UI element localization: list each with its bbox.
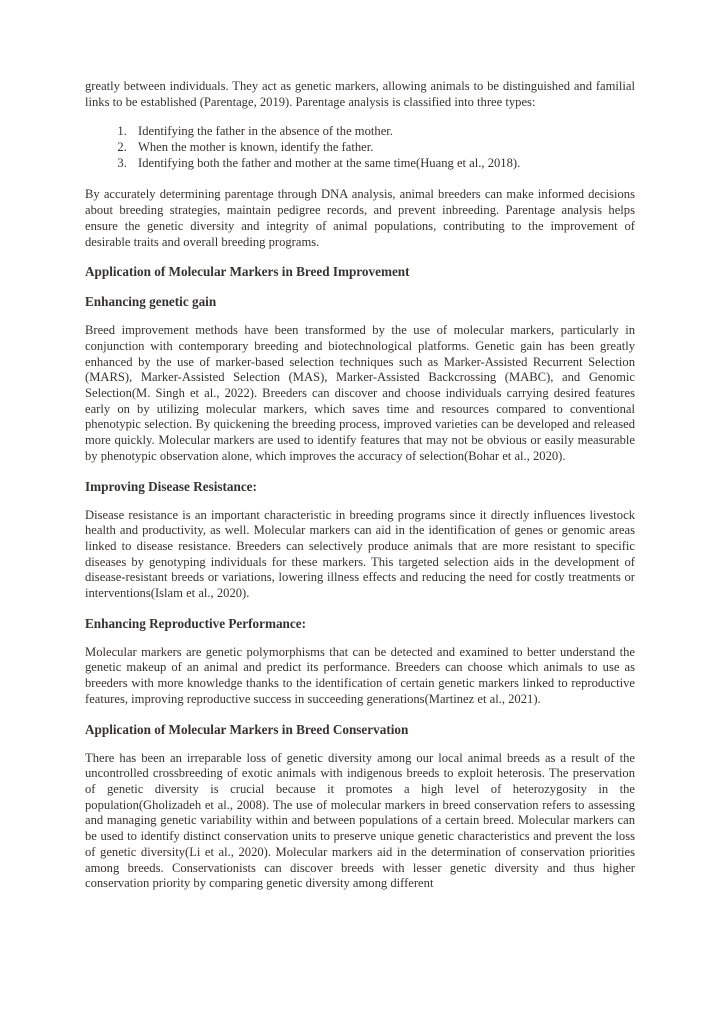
paragraph-reproductive-performance: Molecular markers are genetic polymorphisms that can be detected and examined to better understand the genetic makeup of an animal and predict its performance. Breeders can choose which animals to use as breeders with more knowledge thanks to the identification of certain genetic markers linked to reproductive features, improving reproductive success in succeeding generations(Martinez et al., 2021).	[85, 644, 635, 706]
paragraph-genetic-gain: Breed improvement methods have been transformed by the use of molecular markers, particularly in conjunction with contemporary breeding and biotechnological platforms. Genetic gain has been greatly enhanced by the use of marker-based selection techniques such as Marker-Assisted Recurrent Selection (MARS), Marker-Assisted Selection (MAS), Marker-Assisted Backcrossing (MABC), and Genomic Selection(M. Singh et al., 2022). Breeders can discover and choose individuals carrying desired features early on by utilizing molecular markers, which saves time and resources compared to conventional phenotypic selection. By quickening the breeding process, improved varieties can be developed and released more quickly. Molecular markers are used to identify features that may not be obvious or easily measurable by phenotypic observation alone, which improves the accuracy of selection(Bohar et al., 2020).	[85, 323, 635, 463]
page-content	[85, 79, 635, 905]
list-item-parentage-type-3: 3. Identifying both the father and mother at the same time(Huang et al., 2018).	[130, 155, 635, 171]
heading-improving-disease-resistance: Improving Disease Resistance:	[85, 478, 257, 494]
heading-enhancing-genetic-gain: Enhancing genetic gain	[85, 294, 217, 310]
list-item-parentage-type-1: 1. Identifying the father in the absence of the mother.	[130, 123, 635, 139]
heading-breed-conservation: Application of Molecular Markers in Breed Conservation	[85, 721, 409, 737]
heading-breed-improvement: Application of Molecular Markers in Breed Improvement	[85, 264, 410, 280]
parentage-types-list	[85, 123, 635, 171]
paragraph-intro-parentage: greatly between individuals. They act as genetic markers, allowing animals to be distinguished and familial links to be established (Parentage, 2019). Parentage analysis is classified into three types:	[85, 79, 635, 109]
paragraph-disease-resistance: Disease resistance is an important characteristic in breeding programs since it directly influences livestock health and productivity, as well. Molecular markers can aid in the identification of genes or genomic areas linked to disease resistance. Breeders can selectively produce animals that are more resistant to specific diseases by genotyping individuals for these markers. This targeted selection aids in the development of disease-resistant breeds or variations, lowering illness effects and reducing the need for costly treatments or interventions(Islam et al., 2020).	[85, 507, 635, 601]
heading-enhancing-reproductive-performance: Enhancing Reproductive Performance:	[85, 615, 306, 631]
paragraph-parentage-summary: By accurately determining parentage through DNA analysis, animal breeders can make informed decisions about breeding strategies, maintain pedigree records, and prevent inbreeding. Parentage analysis helps ensure the genetic diversity and integrity of animal populations, contributing to the improvement of desirable traits and overall breeding programs.	[85, 187, 635, 249]
paragraph-breed-conservation: There has been an irreparable loss of genetic diversity among our local animal breeds as a result of the uncontrolled crossbreeding of exotic animals with indigenous breeds to exploit heterosis. The preservation of genetic diversity is crucial because it promotes a high level of heterozygosity in the population(Gholizadeh et al., 2008). The use of molecular markers in breed conservation refers to assessing and managing genetic variability within and between populations of a certain breed. Molecular markers can be used to identify distinct conservation units to preserve unique genetic characteristics and prevent the loss of genetic diversity(Li et al., 2020). Molecular markers aid in the determination of conservation priorities among breeds. Conservationists can discover breeds with lesser genetic diversity and thus higher conservation priority by comparing genetic diversity among different	[85, 750, 635, 891]
list-item-parentage-type-2: 2. When the mother is known, identify the father.	[130, 139, 635, 155]
